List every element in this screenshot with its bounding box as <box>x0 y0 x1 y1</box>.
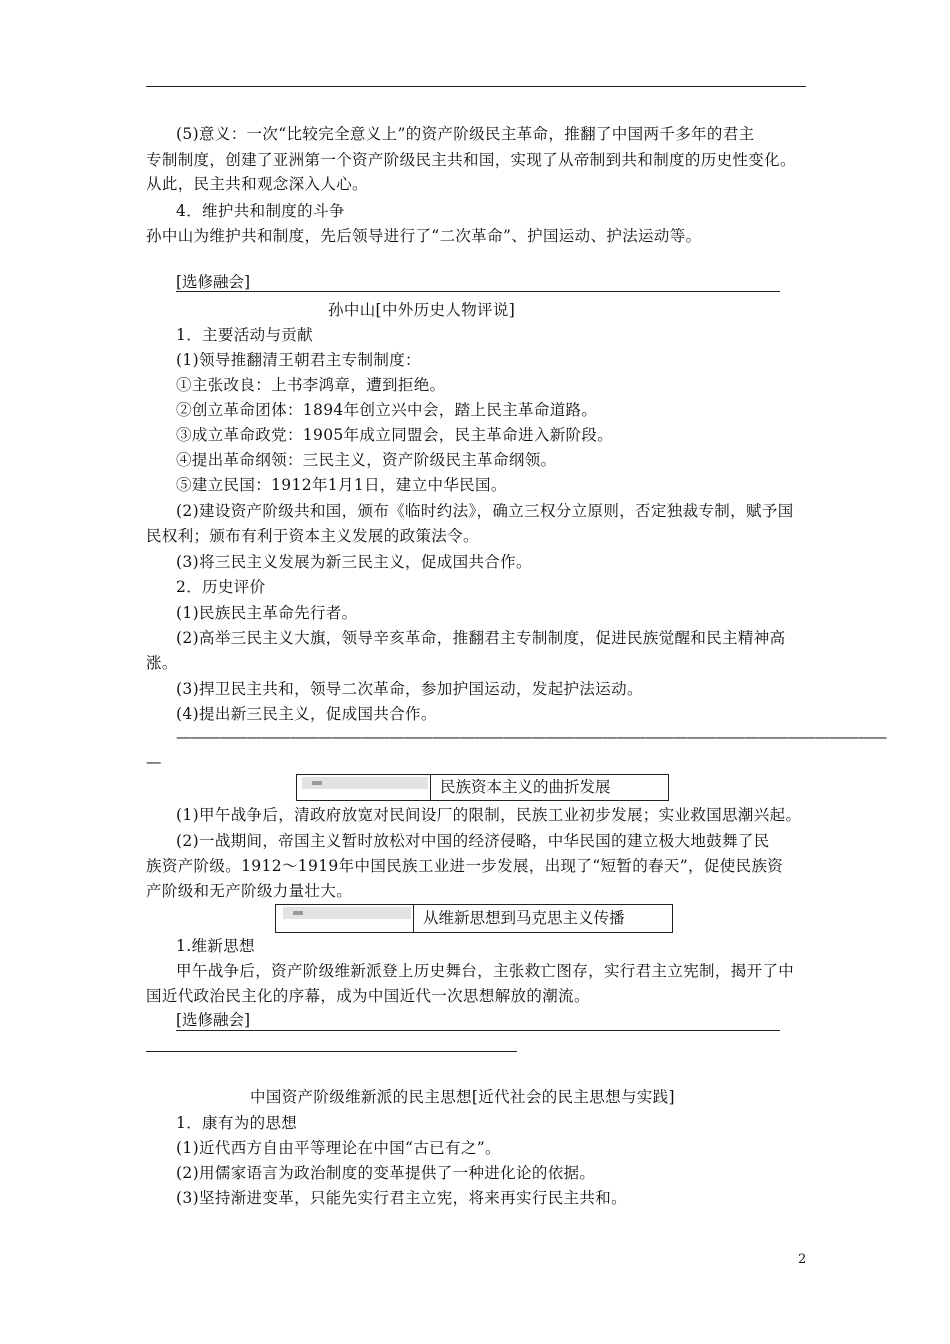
evaluation-2-line-2: 涨。 <box>146 654 178 672</box>
elective-title: 中国资产阶级维新派的民主思想[近代社会的民主思想与实践] <box>250 1088 675 1106</box>
elective-tag: [选修融会] <box>176 273 251 291</box>
elective-title: 孙中山[中外历史人物评说] <box>328 301 516 319</box>
section-banner-icon <box>283 907 411 919</box>
item4-heading: 4．维护共和制度的斗争 <box>176 202 345 220</box>
evaluation-2-line-1: (2)高举三民主义大旗，领导辛亥革命，推翻君主专制制度，促进民族觉醒和民主精神高 <box>176 629 786 647</box>
kang-youwei-point-2: (2)用儒家语言为政治制度的变革提供了一种进化论的依据。 <box>176 1164 596 1182</box>
evaluation-4: (4)提出新三民主义，促成国共合作。 <box>176 705 437 723</box>
significance-line-1: (5)意义：一次“比较完全意义上”的资产阶级民主革命，推翻了中国两千多年的君主 <box>176 125 755 143</box>
elective-rule <box>176 291 780 292</box>
significance-line-3: 从此，民主共和观念深入人心。 <box>146 175 368 193</box>
dash-divider-line-2: — <box>146 753 161 771</box>
kang-youwei-heading: 1．康有为的思想 <box>176 1114 298 1132</box>
item4-text: 孙中山为维护共和制度，先后领导进行了“二次革命”、护国运动、护法运动等。 <box>146 227 702 245</box>
activity-2-line-1: (2)建设资产阶级共和国，颁布《临时约法》，确立三权分立原则，否定独裁专制，赋予国 <box>176 502 794 520</box>
section-title-1: 民族资本主义的曲折发展 <box>440 778 611 796</box>
page-number: 2 <box>798 1252 807 1267</box>
capitalism-para-2-line-2: 族资产阶级。1912～1919年中国民族工业进一步发展，出现了“短暂的春天”，促使民族资 <box>146 857 784 875</box>
activity-1-item-5: ⑤建立民国：1912年1月1日，建立中华民国。 <box>176 476 507 494</box>
activity-1-item-1: ①主张改良：上书李鸿章，遭到拒绝。 <box>176 376 446 394</box>
evaluation-heading: 2．历史评价 <box>176 578 266 596</box>
capitalism-para-1: (1)甲午战争后，清政府放宽对民间设厂的限制，民族工业初步发展；实业救国思潮兴起。 <box>176 806 802 824</box>
header-rule <box>146 86 806 87</box>
evaluation-1: (1)民族民主革命先行者。 <box>176 604 358 622</box>
elective-rule-short <box>146 1051 517 1052</box>
kang-youwei-point-3: (3)坚持渐进变革，只能先实行君主立宪，将来再实行民主共和。 <box>176 1189 627 1207</box>
significance-line-2: 专制制度，创建了亚洲第一个资产阶级民主共和国，实现了从帝制到共和制度的历史性变化。 <box>146 151 796 169</box>
reform-thought-line-1: 甲午战争后，资产阶级维新派登上历史舞台，主张救亡图存，实行君主立宪制，揭开了中 <box>176 962 795 980</box>
activity-1-item-3: ③成立革命政党：1905年成立同盟会，民主革命进入新阶段。 <box>176 426 614 444</box>
box-divider <box>413 904 414 933</box>
activity-1-item-4: ④提出革命纲领：三民主义，资产阶级民主革命纲领。 <box>176 451 557 469</box>
capitalism-para-2-line-3: 产阶级和无产阶级力量壮大。 <box>146 882 353 900</box>
kang-youwei-point-1: (1)近代西方自由平等理论在中国“古已有之”。 <box>176 1139 501 1157</box>
activity-3: (3)将三民主义发展为新三民主义，促成国共合作。 <box>176 553 532 571</box>
section-banner-icon <box>302 777 428 789</box>
activity-1: (1)领导推翻清王朝君主专制制度： <box>176 351 421 369</box>
evaluation-3: (3)捍卫民主共和，领导二次革命，参加护国运动，发起护法运动。 <box>176 680 643 698</box>
section-title-2: 从维新思想到马克思主义传播 <box>423 909 625 927</box>
activities-heading: 1．主要活动与贡献 <box>176 326 314 344</box>
activity-1-item-2: ②创立革命团体：1894年创立兴中会，踏上民主革命道路。 <box>176 401 598 419</box>
reform-thought-line-2: 国近代政治民主化的序幕，成为中国近代一次思想解放的潮流。 <box>146 987 590 1005</box>
box-divider <box>430 774 431 801</box>
dash-divider-line-1: —————————————————————————————————————————————————— <box>176 728 887 746</box>
reform-thought-heading: 1.维新思想 <box>176 937 255 955</box>
capitalism-para-2-line-1: (2)一战期间，帝国主义暂时放松对中国的经济侵略，中华民国的建立极大地鼓舞了民 <box>176 832 770 850</box>
elective-tag: [选修融会] <box>176 1011 251 1029</box>
elective-rule <box>176 1030 780 1031</box>
activity-2-line-2: 民权利；颁布有利于资本主义发展的政策法令。 <box>146 527 479 545</box>
